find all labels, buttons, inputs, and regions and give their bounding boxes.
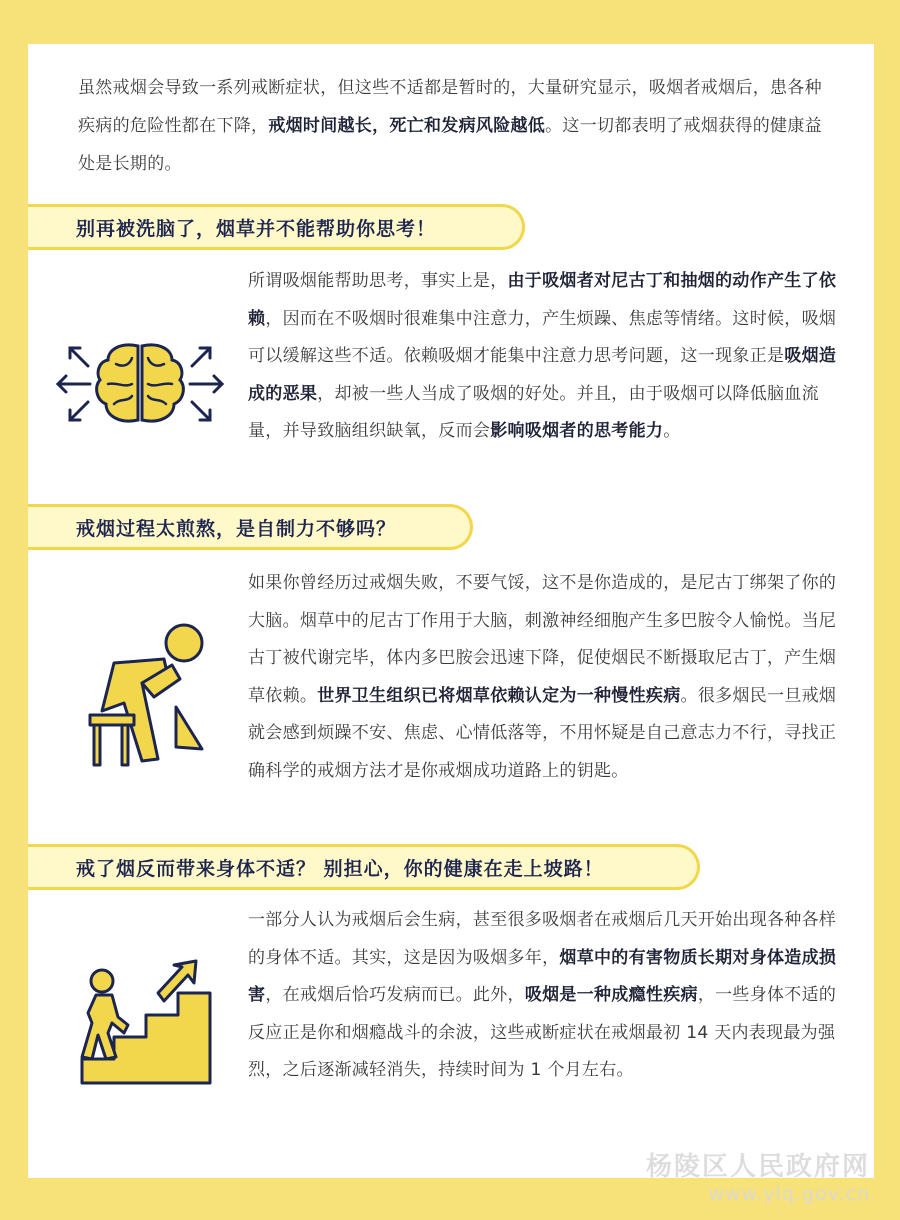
intro-bold-1: 戒烟时间越长，死亡和发病风险越低 bbox=[268, 116, 546, 136]
section-3-text-3: ，一些身体不适的反应正是你和烟瘾战斗的余波，这些戒断症状在戒烟最初 14 天内表现最为强烈，之后逐渐减轻消失，持续时间为 1 个月左右。 bbox=[248, 985, 837, 1080]
section-1-bold-2: 吸烟造成的恶果 bbox=[248, 346, 837, 404]
section-2-text-1: 如果你曾经历过戒烟失败，不要气馁，这不是你造成的，是尼古丁绑架了你的大脑。烟草中的尼古丁作用于大脑，刺激神经细胞产生多巴胺令人愉悦。当尼古丁被代谢完毕，体内多巴胺会迅速下降，促使烟民不断摄取尼古丁，产生烟草依赖。 bbox=[248, 573, 837, 706]
section-3-heading-banner bbox=[28, 844, 700, 890]
section-3-text-1: 一部分人认为戒烟后会生病，甚至很多吸烟者在戒烟后几天开始出现各种各样的身体不适。其实，这是因为吸烟多年， bbox=[248, 910, 837, 968]
section-2-body bbox=[248, 565, 838, 790]
section-3-text-2: ，在戒烟后恰巧发病而已。此外， bbox=[265, 985, 525, 1005]
intro-text-1: 虽然戒烟会导致一系列戒断症状，但这些不适都是暂时的，大量研究显示，吸烟者戒烟后，患各种疾病的危险性都在下降， bbox=[78, 78, 822, 136]
section-3-body bbox=[248, 902, 838, 1090]
article-page bbox=[28, 44, 874, 1178]
section-1-bold-3: 影响吸烟者的思考能力 bbox=[490, 421, 664, 441]
section-1-heading: 别再被洗脑了，烟草并不能帮助你思考！ bbox=[76, 217, 437, 240]
section-1-heading-banner bbox=[28, 204, 525, 250]
section-1-text-2: ，因而在不吸烟时很难集中注意力，产生烦躁、焦虑等情绪。这时候，吸烟可以缓解这些不适。依赖吸烟才能集中注意力思考问题，这一现象正是 bbox=[248, 308, 837, 366]
section-2-bold-1: 世界卫生组织已将烟草依赖认定为一种慢性疾病 bbox=[317, 685, 681, 706]
intro-text-2: 。这一切都表明了戒烟获得的健康益处是长期的。 bbox=[78, 116, 822, 174]
section-3-heading: 戒了烟反而带来身体不适？ 别担心，你的健康在走上坡路！ bbox=[76, 857, 604, 880]
section-1-text-3: ，却被一些人当成了吸烟的好处。并且，由于吸烟可以降低脑血流量，并导致脑组织缺氧，反而会 bbox=[248, 383, 819, 441]
section-1-text-4: 。 bbox=[663, 421, 681, 441]
section-1-body bbox=[248, 263, 838, 451]
intro-paragraph bbox=[78, 69, 838, 183]
section-2-text-2: 。很多烟民一旦戒烟就会感到烦躁不安、焦虑、心情低落等，不用怀疑是自己意志力不行，寻找正确科学的戒烟方法才是你戒烟成功道路上的钥匙。 bbox=[248, 685, 837, 781]
thinking-person-icon bbox=[84, 619, 214, 769]
section-1-text-1: 所谓吸烟能帮助思考，事实上是， bbox=[248, 271, 508, 291]
watermark-site-name: 杨陵区人民政府网 bbox=[645, 1152, 870, 1182]
climbing-stairs-icon bbox=[78, 959, 218, 1089]
section-3-bold-2: 吸烟是一种成瘾性疾病 bbox=[524, 985, 698, 1005]
watermark-url: www.ylq.gov.cn bbox=[708, 1183, 870, 1205]
section-3-bold-1: 烟草中的有害物质长期对身体造成损害 bbox=[248, 947, 837, 1005]
section-2-heading-banner bbox=[28, 504, 473, 550]
section-1-bold-1: 由于吸烟者对尼古丁和抽烟的动作产生了依赖 bbox=[248, 271, 837, 329]
brain-icon bbox=[50, 334, 230, 434]
section-2-heading: 戒烟过程太煎熬，是自制力不够吗？ bbox=[76, 517, 397, 540]
site-watermark bbox=[646, 1146, 870, 1205]
